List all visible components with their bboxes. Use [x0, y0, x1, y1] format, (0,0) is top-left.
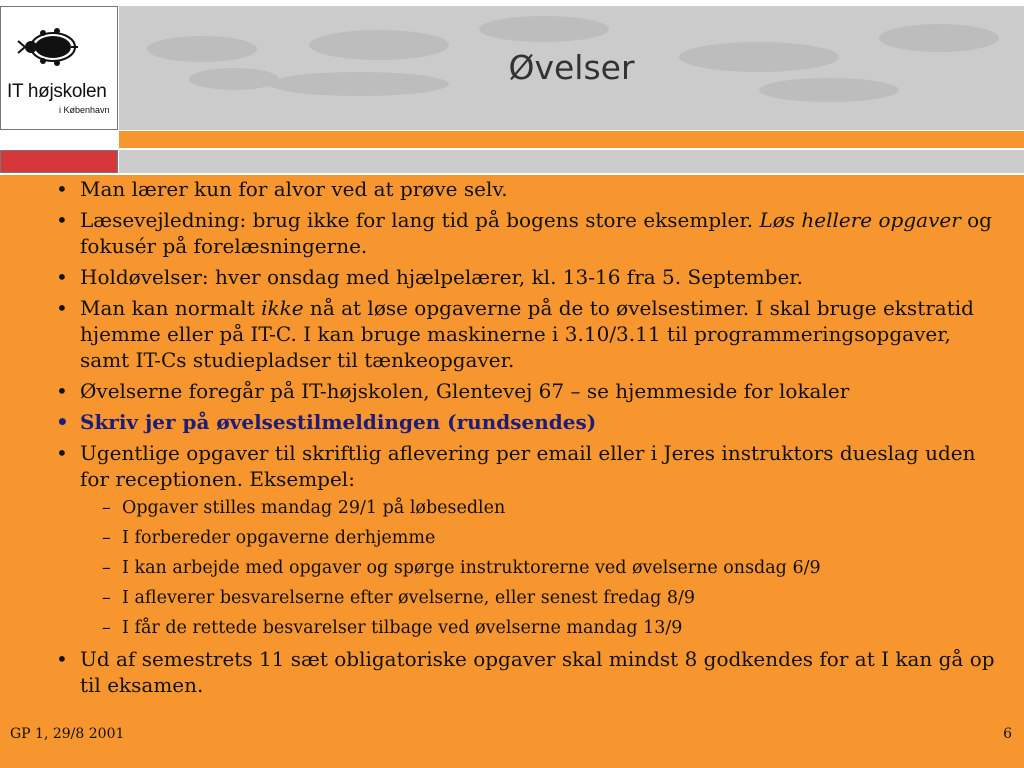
- sub-bullet-item: – I forbereder opgaverne derhjemme: [80, 526, 1006, 550]
- bullet-text: Øvelserne foregår på IT-højskolen, Glentevej 67 – se hjemmeside for lokaler: [80, 379, 850, 403]
- slide-number: 6: [1003, 726, 1012, 742]
- header-grey-strip: [119, 150, 1024, 173]
- header-red-box: [0, 150, 118, 173]
- bullet-text: Man kan normalt: [80, 296, 262, 320]
- bullet-item: [56, 409, 1006, 435]
- footer-course-date: GP 1, 29/8 2001: [10, 726, 125, 742]
- bug-logo-icon: [17, 27, 79, 71]
- bullet-text: nå at løse opgaverne på de to øvelsestimer. I skal bruge ekstratid hjemme eller på IT-C. I kan bruge maskinerne i 3.10/3.11 til programmeringsopgaver, samt IT-Cs studiepladser til tænkeopgaver.: [80, 296, 974, 372]
- bullet-text: Skriv jer på øvelsestilmeldingen (rundsendes): [80, 410, 597, 434]
- bullet-item: [56, 264, 1006, 290]
- emphasis-text: Løs hellere opgaver: [759, 208, 961, 232]
- logo-subtitle: i København: [59, 105, 110, 115]
- sub-bullet-item: – I kan arbejde med opgaver og spørge instruktorerne ved øvelserne onsdag 6/9: [80, 556, 1006, 580]
- sub-bullet-item: – Opgaver stilles mandag 29/1 på løbesedlen: [80, 496, 1006, 520]
- bullet-text: Læsevejledning: brug ikke for lang tid på bogens store eksempler.: [80, 208, 760, 232]
- logo: [0, 6, 118, 130]
- decorative-blob: [479, 16, 609, 42]
- bullet-item: [56, 207, 1006, 259]
- logo-name: IT højskolen: [7, 81, 107, 102]
- bullet-text: Man lærer kun for alvor ved at prøve selv.: [80, 177, 508, 201]
- sub-bullet-list: [80, 496, 1006, 640]
- bullet-item: [56, 646, 1006, 698]
- bullet-text: og fokusér på forelæsningerne.: [80, 208, 992, 258]
- slide-header: [0, 0, 1024, 175]
- sub-bullet-item: – I afleverer besvarelserne efter øvelserne, eller senest fredag 8/9: [80, 586, 1006, 610]
- sub-bullet-item: – I får de rettede besvarelser tilbage ved øvelserne mandag 13/9: [80, 616, 1006, 640]
- bullet-text: Ugentlige opgaver til skriftlig aflevering per email eller i Jeres instruktors dueslag uden for receptionen. Eksempel:: [80, 441, 976, 491]
- slide-title: Øvelser: [508, 48, 635, 87]
- bullet-text: Ud af semestrets 11 sæt obligatoriske opgaver skal mindst 8 godkendes for at I kan gå op til eksamen.: [80, 647, 995, 697]
- bullet-item: [56, 295, 1006, 373]
- bullet-item: [56, 378, 1006, 404]
- header-orange-strip: [119, 131, 1024, 148]
- emphasis-text: ikke: [261, 296, 304, 320]
- bullet-text: Holdøvelser: hver onsdag med hjælpelærer, kl. 13-16 fra 5. September.: [80, 265, 804, 289]
- bullet-list: [56, 176, 1006, 703]
- bullet-item: [56, 440, 1006, 640]
- bullet-item: [56, 176, 1006, 202]
